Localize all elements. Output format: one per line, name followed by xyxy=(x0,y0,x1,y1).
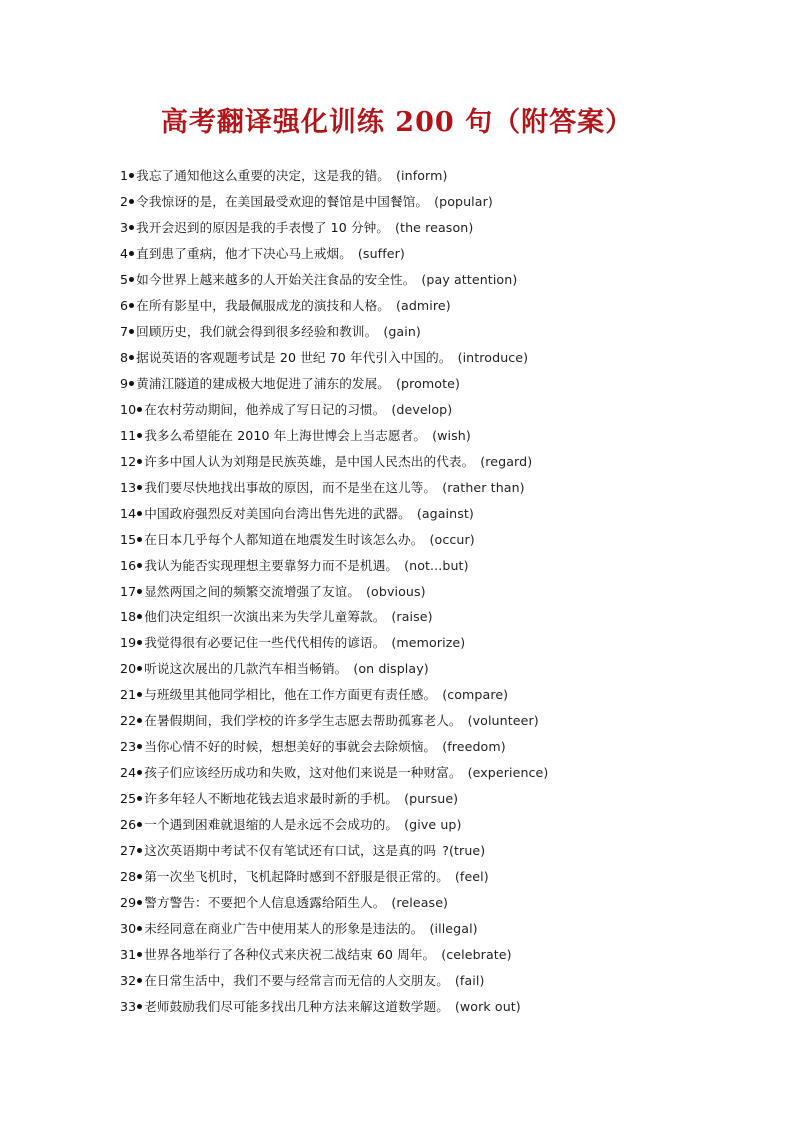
sentence-number: 1 xyxy=(120,168,129,183)
sentence-number: 5 xyxy=(120,271,129,287)
sentence-item xyxy=(120,919,760,945)
sentence-number: 10 xyxy=(120,401,137,417)
sentence-keyword: (pursue) xyxy=(404,791,459,807)
sentence-text: 回顾历史，我们就会得到很多经验和教训。 xyxy=(136,323,378,339)
sentence-text: 令我惊讶的是，在美国最受欢迎的餐馆是中国餐馆。 xyxy=(136,193,429,209)
sentence-keyword: (suffer) xyxy=(357,245,405,261)
sentence-number: 3 xyxy=(120,219,129,235)
bullet-dot-icon xyxy=(137,666,142,671)
sentence-keyword: (memorize) xyxy=(391,635,466,651)
sentence-text: 我开会迟到的原因是我的手表慢了 10 分钟。 xyxy=(136,219,390,235)
sentence-number: 6 xyxy=(120,297,129,313)
sentence-item xyxy=(120,945,760,971)
bullet-dot-icon xyxy=(129,303,134,308)
sentence-item xyxy=(120,530,760,556)
sentence-item xyxy=(120,893,760,919)
bullet-dot-icon xyxy=(137,485,142,490)
bullet-dot-icon xyxy=(137,874,142,879)
sentence-number: 15 xyxy=(120,531,137,547)
sentence-keyword: (release) xyxy=(391,895,449,911)
bullet-dot-icon xyxy=(137,640,142,645)
sentence-item xyxy=(120,478,760,504)
sentence-text: 我忘了通知他这么重要的决定，这是我的错。 xyxy=(136,168,390,183)
sentence-number: 17 xyxy=(120,583,137,599)
sentence-text: 在所有影星中，我最佩服成龙的演技和人格。 xyxy=(136,297,390,313)
sentence-item xyxy=(120,452,760,478)
sentence-text: 在农村劳动期间，他养成了写日记的习惯。 xyxy=(144,401,386,417)
sentence-item xyxy=(120,607,760,633)
bullet-dot-icon xyxy=(129,225,134,230)
sentence-number: 31 xyxy=(120,947,137,963)
bullet-dot-icon xyxy=(137,537,142,542)
sentence-keyword: (introduce) xyxy=(457,349,529,365)
sentence-keyword: (promote) xyxy=(396,375,460,391)
sentence-item xyxy=(120,556,760,582)
sentence-number: 29 xyxy=(120,895,137,911)
bullet-dot-icon xyxy=(137,952,142,957)
sentence-text: 在暑假期间，我们学校的许多学生志愿去帮助孤寡老人。 xyxy=(144,713,462,729)
sentence-text: 我觉得很有必要记住一些代代相传的谚语。 xyxy=(144,635,386,651)
sentence-keyword: (gain) xyxy=(383,323,421,339)
sentence-keyword: (give up) xyxy=(404,817,462,833)
bullet-dot-icon xyxy=(137,511,142,516)
sentence-text: 当你心情不好的时候，想想美好的事就会去除烦恼。 xyxy=(144,739,437,755)
sentence-number: 20 xyxy=(120,661,137,677)
sentence-keyword: (volunteer) xyxy=(467,713,539,729)
sentence-text: 老师鼓励我们尽可能多找出几种方法来解这道数学题。 xyxy=(144,999,449,1014)
sentence-text: 我认为能否实现理想主要靠努力而不是机遇。 xyxy=(144,557,399,573)
sentence-number: 13 xyxy=(120,479,137,495)
sentence-text: 在日本几乎每个人都知道在地震发生时该怎么办。 xyxy=(144,531,424,547)
bullet-dot-icon xyxy=(129,199,134,204)
sentence-text: 第一次坐飞机时，飞机起降时感到不舒服是很正常的。 xyxy=(144,869,449,885)
bullet-dot-icon xyxy=(137,589,142,594)
bullet-dot-icon xyxy=(137,822,142,827)
bullet-dot-icon xyxy=(137,718,142,723)
bullet-dot-icon xyxy=(137,848,142,853)
sentence-text: 警方警告：不要把个人信息透露给陌生人。 xyxy=(144,895,386,911)
sentence-number: 25 xyxy=(120,791,137,807)
document-title: 高考翻译强化训练 200 句（附答案） xyxy=(160,107,634,138)
sentence-text: 直到患了重病，他才下决心马上戒烟。 xyxy=(136,245,352,261)
sentence-item xyxy=(120,374,760,400)
sentence-item xyxy=(120,270,760,296)
bullet-dot-icon xyxy=(137,900,142,905)
sentence-keyword: (pay attention) xyxy=(421,271,518,287)
sentence-keyword: (raise) xyxy=(391,609,433,625)
sentence-keyword: (against) xyxy=(416,505,474,521)
sentence-item xyxy=(120,400,760,426)
sentence-number: 2 xyxy=(120,193,129,209)
sentence-number: 26 xyxy=(120,817,137,833)
sentence-keyword: (feel) xyxy=(454,869,489,885)
sentence-text: 在日常生活中，我们不要与经常言而无信的人交朋友。 xyxy=(144,973,449,989)
sentence-item xyxy=(120,218,760,244)
bullet-dot-icon xyxy=(137,744,142,749)
sentence-item xyxy=(120,166,760,192)
sentence-keyword: (rather than) xyxy=(442,479,525,495)
sentence-item xyxy=(120,789,760,815)
sentence-number: 14 xyxy=(120,505,137,521)
sentence-number: 9 xyxy=(120,375,129,391)
bullet-dot-icon xyxy=(137,614,142,619)
sentence-number: 24 xyxy=(120,765,137,781)
sentence-item xyxy=(120,685,760,711)
sentence-text: 他们决定组织一次演出来为失学儿童筹款。 xyxy=(144,609,386,625)
bullet-dot-icon xyxy=(129,381,134,386)
sentence-item xyxy=(120,322,760,348)
sentence-item xyxy=(120,582,760,608)
sentence-number: 27 xyxy=(120,843,137,859)
sentence-number: 32 xyxy=(120,973,137,989)
sentence-text: 据说英语的客观题考试是 20 世纪 70 年代引入中国的。 xyxy=(136,349,452,365)
sentence-number: 30 xyxy=(120,921,137,937)
sentence-keyword: ?(true) xyxy=(442,843,486,859)
sentence-item xyxy=(120,633,760,659)
sentence-keyword: (the reason) xyxy=(395,219,474,235)
sentence-item xyxy=(120,815,760,841)
sentence-keyword: (freedom) xyxy=(442,739,506,755)
sentence-item xyxy=(120,192,760,218)
sentence-number: 4 xyxy=(120,245,129,261)
sentence-text: 显然两国之间的频繁交流增强了友谊。 xyxy=(144,583,361,599)
sentence-item xyxy=(120,971,760,997)
sentence-number: 16 xyxy=(120,557,137,573)
sentence-keyword: (illegal) xyxy=(429,921,478,937)
sentence-item xyxy=(120,348,760,374)
bullet-dot-icon xyxy=(129,277,134,282)
sentence-number: 19 xyxy=(120,635,137,651)
sentence-keyword: (not...but) xyxy=(404,557,469,573)
sentence-item xyxy=(120,763,760,789)
sentence-number: 7 xyxy=(120,323,129,339)
sentence-keyword: (work out) xyxy=(454,999,521,1014)
sentence-keyword: (experience) xyxy=(467,765,549,781)
sentence-text: 未经同意在商业广告中使用某人的形象是违法的。 xyxy=(144,921,424,937)
sentence-text: 许多年轻人不断地花钱去追求最时新的手机。 xyxy=(144,791,399,807)
bullet-dot-icon xyxy=(137,770,142,775)
sentence-keyword: (popular) xyxy=(434,193,493,209)
sentence-keyword: (wish) xyxy=(432,427,471,443)
sentence-number: 12 xyxy=(120,453,137,469)
sentence-list xyxy=(120,166,760,1023)
bullet-dot-icon xyxy=(137,796,142,801)
bullet-dot-icon xyxy=(137,563,142,568)
sentence-number: 23 xyxy=(120,739,137,755)
sentence-item xyxy=(120,426,760,452)
bullet-dot-icon xyxy=(137,692,142,697)
sentence-item xyxy=(120,711,760,737)
bullet-dot-icon xyxy=(137,1004,142,1009)
bullet-dot-icon xyxy=(137,978,142,983)
sentence-keyword: (fail) xyxy=(454,973,485,989)
sentence-keyword: (inform) xyxy=(396,168,448,183)
sentence-number: 22 xyxy=(120,713,137,729)
sentence-text: 孩子们应该经历成功和失败，这对他们来说是一种财富。 xyxy=(144,765,462,781)
sentence-text: 一个遇到困难就退缩的人是永远不会成功的。 xyxy=(144,817,399,833)
sentence-number: 21 xyxy=(120,687,137,703)
sentence-number: 18 xyxy=(120,609,137,625)
sentence-item xyxy=(120,997,760,1023)
sentence-keyword: (on display) xyxy=(353,661,429,677)
bullet-dot-icon xyxy=(129,251,134,256)
sentence-number: 11 xyxy=(120,427,137,443)
bullet-dot-icon xyxy=(137,407,142,412)
sentence-text: 与班级里其他同学相比，他在工作方面更有责任感。 xyxy=(144,687,437,703)
bullet-dot-icon xyxy=(137,926,142,931)
sentence-text: 世界各地举行了各种仪式来庆祝二战结束 60 周年。 xyxy=(144,947,436,963)
sentence-text: 许多中国人认为刘翔是民族英雄，是中国人民杰出的代表。 xyxy=(144,453,475,469)
sentence-keyword: (develop) xyxy=(391,401,453,417)
sentence-text: 听说这次展出的几款汽车相当畅销。 xyxy=(144,661,348,677)
bullet-dot-icon xyxy=(137,459,142,464)
bullet-dot-icon xyxy=(129,173,134,178)
sentence-item xyxy=(120,504,760,530)
sentence-item xyxy=(120,296,760,322)
bullet-dot-icon xyxy=(129,329,134,334)
sentence-keyword: (obvious) xyxy=(366,583,426,599)
sentence-keyword: (celebrate) xyxy=(441,947,512,963)
sentence-text: 中国政府强烈反对美国向台湾出售先进的武器。 xyxy=(144,505,411,521)
sentence-item xyxy=(120,659,760,685)
sentence-keyword: (occur) xyxy=(429,531,475,547)
sentence-text: 我们要尽快地找出事故的原因，而不是坐在这儿等。 xyxy=(144,479,437,495)
bullet-dot-icon xyxy=(129,355,134,360)
sentence-item xyxy=(120,841,760,867)
sentence-number: 8 xyxy=(120,349,129,365)
sentence-item xyxy=(120,244,760,270)
sentence-text: 这次英语期中考试不仅有笔试还有口试，这是真的吗 xyxy=(144,843,437,859)
sentence-keyword: (compare) xyxy=(442,687,509,703)
sentence-number: 33 xyxy=(120,999,137,1014)
sentence-number: 28 xyxy=(120,869,137,885)
sentence-item xyxy=(120,867,760,893)
sentence-keyword: (admire) xyxy=(396,297,451,313)
sentence-text: 我多么希望能在 2010 年上海世博会上当志愿者。 xyxy=(144,427,427,443)
sentence-item xyxy=(120,737,760,763)
sentence-text: 如今世界上越来越多的人开始关注食品的安全性。 xyxy=(136,271,416,287)
sentence-text: 黄浦江隧道的建成极大地促进了浦东的发展。 xyxy=(136,375,390,391)
bullet-dot-icon xyxy=(137,433,142,438)
sentence-keyword: (regard) xyxy=(480,453,533,469)
